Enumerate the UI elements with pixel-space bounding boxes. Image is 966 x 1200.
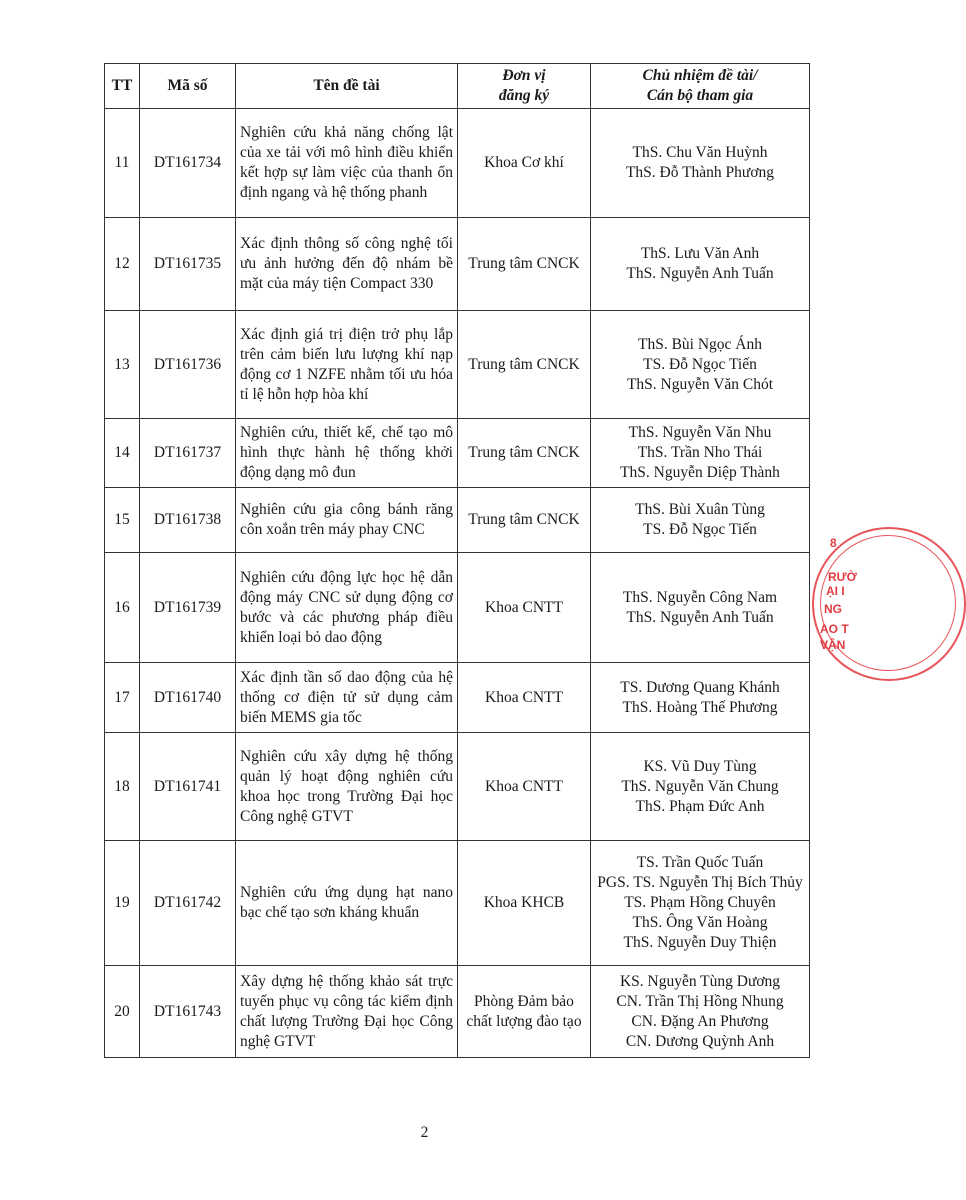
row-person: ThS. Nguyễn Văn Chung	[621, 777, 779, 795]
row-people	[591, 553, 810, 663]
row-person: CN. Trần Thị Hồng Nhung	[616, 992, 784, 1010]
row-unit: Khoa CNTT	[458, 553, 591, 663]
table-row	[105, 966, 810, 1058]
row-tt: 13	[105, 311, 140, 419]
table-row	[105, 733, 810, 841]
row-person: ThS. Nguyễn Anh Tuấn	[626, 608, 774, 626]
row-people	[591, 218, 810, 311]
row-person: TS. Đỗ Ngọc Tiến	[643, 355, 757, 373]
row-people	[591, 733, 810, 841]
row-person: ThS. Nguyễn Anh Tuấn	[626, 265, 774, 282]
row-title: Nghiên cứu xây dựng hệ thống quản lý hoạt động nghiên cứu khoa học trong Trường Đại học Công nghệ GTVT	[236, 733, 458, 841]
header-unit-line1: Đơn vị	[502, 67, 546, 84]
row-person: ThS. Nguyễn Công Nam	[622, 588, 778, 606]
row-code: DT161741	[140, 733, 236, 841]
row-title: Xây dựng hệ thống khảo sát trực tuyến phục vụ công tác kiểm định chất lượng Trường Đại học Công nghệ GTVT	[236, 966, 458, 1058]
row-tt: 12	[105, 218, 140, 311]
table-body	[105, 109, 810, 1058]
page-number: 2	[420, 1124, 429, 1141]
row-title: Xác định tần số dao động của hệ thống cơ điện tử sử dụng cảm biến MEMS gia tốc	[236, 663, 458, 733]
row-person: ThS. Nguyễn Văn Nhu	[628, 424, 772, 441]
row-person: ThS. Nguyễn Văn Chót	[626, 375, 774, 393]
header-unit-line2: đăng ký	[498, 87, 550, 104]
row-tt: 11	[105, 109, 140, 218]
row-people	[591, 311, 810, 419]
row-person: ThS. Nguyễn Duy Thiện	[623, 934, 777, 951]
row-person: KS. Nguyễn Tùng Dương	[619, 972, 781, 990]
header-lead-line2: Cán bộ tham gia	[646, 87, 754, 104]
row-unit: Trung tâm CNCK	[458, 311, 591, 419]
row-person: CN. Đặng An Phương	[631, 1012, 769, 1030]
row-code: DT161738	[140, 488, 236, 553]
row-tt: 17	[105, 663, 140, 733]
row-code: DT161737	[140, 419, 236, 488]
row-title: Xác định giá trị điện trở phụ lắp trên cảm biến lưu lượng khí nạp động cơ 1 NZFE nhằm tối ưu hóa tỉ lệ hỗn hợp hòa khí	[236, 311, 458, 419]
row-title: Xác định thông số công nghệ tối ưu ảnh hưởng đến độ nhám bề mặt của máy tiện Compact 330	[236, 218, 458, 311]
table-row	[105, 488, 810, 553]
stamp-fragment: RƯỜ	[828, 570, 857, 584]
row-people	[591, 419, 810, 488]
row-person: TS. Đỗ Ngọc Tiến	[643, 521, 757, 538]
row-code: DT161735	[140, 218, 236, 311]
stamp-fragment: AO T	[820, 622, 849, 636]
row-unit: Khoa CNTT	[458, 733, 591, 841]
row-code: DT161734	[140, 109, 236, 218]
row-unit: Phòng Đảm bảo chất lượng đào tạo	[458, 966, 591, 1058]
row-person: ThS. Trần Nho Thái	[637, 444, 763, 461]
row-person: ThS. Đỗ Thành Phương	[625, 164, 775, 181]
row-person: TS. Trần Quốc Tuấn	[636, 854, 764, 871]
row-person: CN. Dương Quỳnh Anh	[625, 1032, 775, 1050]
row-person: ThS. Bùi Xuân Tùng	[635, 501, 765, 518]
row-tt: 18	[105, 733, 140, 841]
row-title: Nghiên cứu gia công bánh răng côn xoắn trên máy phay CNC	[236, 488, 458, 553]
row-unit: Trung tâm CNCK	[458, 218, 591, 311]
stamp-fragment: 8	[830, 536, 837, 550]
table-row	[105, 311, 810, 419]
header-title: Tên đề tài	[236, 64, 458, 109]
row-title: Nghiên cứu khả năng chống lật của xe tải với mô hình điều khiển kết hợp sự làm việc của thanh ổn định ngang và hệ thống phanh	[236, 109, 458, 218]
topics-table	[104, 63, 810, 1058]
table-row	[105, 841, 810, 966]
row-unit: Khoa Cơ khí	[458, 109, 591, 218]
row-person: TS. Dương Quang Khánh	[620, 678, 780, 696]
row-person: ThS. Phạm Đức Anh	[635, 797, 765, 815]
table-header-row	[105, 64, 810, 109]
table-row	[105, 553, 810, 663]
row-person: ThS. Nguyễn Diệp Thành	[620, 464, 780, 481]
row-tt: 20	[105, 966, 140, 1058]
row-code: DT161742	[140, 841, 236, 966]
row-tt: 19	[105, 841, 140, 966]
row-unit: Khoa CNTT	[458, 663, 591, 733]
red-seal-stamp	[806, 527, 857, 687]
row-people	[591, 841, 810, 966]
row-code: DT161739	[140, 553, 236, 663]
row-person: ThS. Lưu Văn Anh	[640, 245, 760, 262]
row-tt: 14	[105, 419, 140, 488]
row-title: Nghiên cứu động lực học hệ dẫn động máy CNC sử dụng động cơ bước và các phương pháp điều khiển loại bỏ dao động	[236, 553, 458, 663]
row-tt: 15	[105, 488, 140, 553]
header-unit	[458, 64, 591, 109]
row-unit: Trung tâm CNCK	[458, 488, 591, 553]
row-code: DT161740	[140, 663, 236, 733]
table-row	[105, 218, 810, 311]
row-title: Nghiên cứu ứng dụng hạt nano bạc chế tạo sơn kháng khuẩn	[236, 841, 458, 966]
row-person: ThS. Ông Văn Hoàng	[632, 914, 768, 931]
row-person: TS. Phạm Hồng Chuyên	[624, 894, 776, 911]
header-lead-line1: Chủ nhiệm đề tài/	[642, 67, 758, 84]
row-people	[591, 966, 810, 1058]
row-people	[591, 488, 810, 553]
row-person: ThS. Hoàng Thế Phương	[622, 698, 778, 716]
table-row	[105, 109, 810, 218]
stamp-fragment: ẠI I	[826, 584, 845, 598]
table-row	[105, 419, 810, 488]
row-unit: Khoa KHCB	[458, 841, 591, 966]
row-unit: Trung tâm CNCK	[458, 419, 591, 488]
row-title: Nghiên cứu, thiết kế, chế tạo mô hình thực hành hệ thống khởi động dạng mô đun	[236, 419, 458, 488]
row-person: ThS. Bùi Ngọc Ánh	[638, 335, 762, 353]
row-person: ThS. Chu Văn Huỳnh	[632, 144, 768, 161]
row-person: KS. Vũ Duy Tùng	[643, 757, 757, 775]
row-code: DT161736	[140, 311, 236, 419]
header-code: Mã số	[140, 64, 236, 109]
row-tt: 16	[105, 553, 140, 663]
header-tt: TT	[105, 64, 140, 109]
row-code: DT161743	[140, 966, 236, 1058]
stamp-fragment: VẬN	[820, 638, 846, 652]
row-people	[591, 109, 810, 218]
row-person: PGS. TS. Nguyễn Thị Bích Thủy	[597, 874, 803, 891]
stamp-fragment: NG	[824, 602, 842, 616]
row-people	[591, 663, 810, 733]
table-row	[105, 663, 810, 733]
header-lead	[591, 64, 810, 109]
